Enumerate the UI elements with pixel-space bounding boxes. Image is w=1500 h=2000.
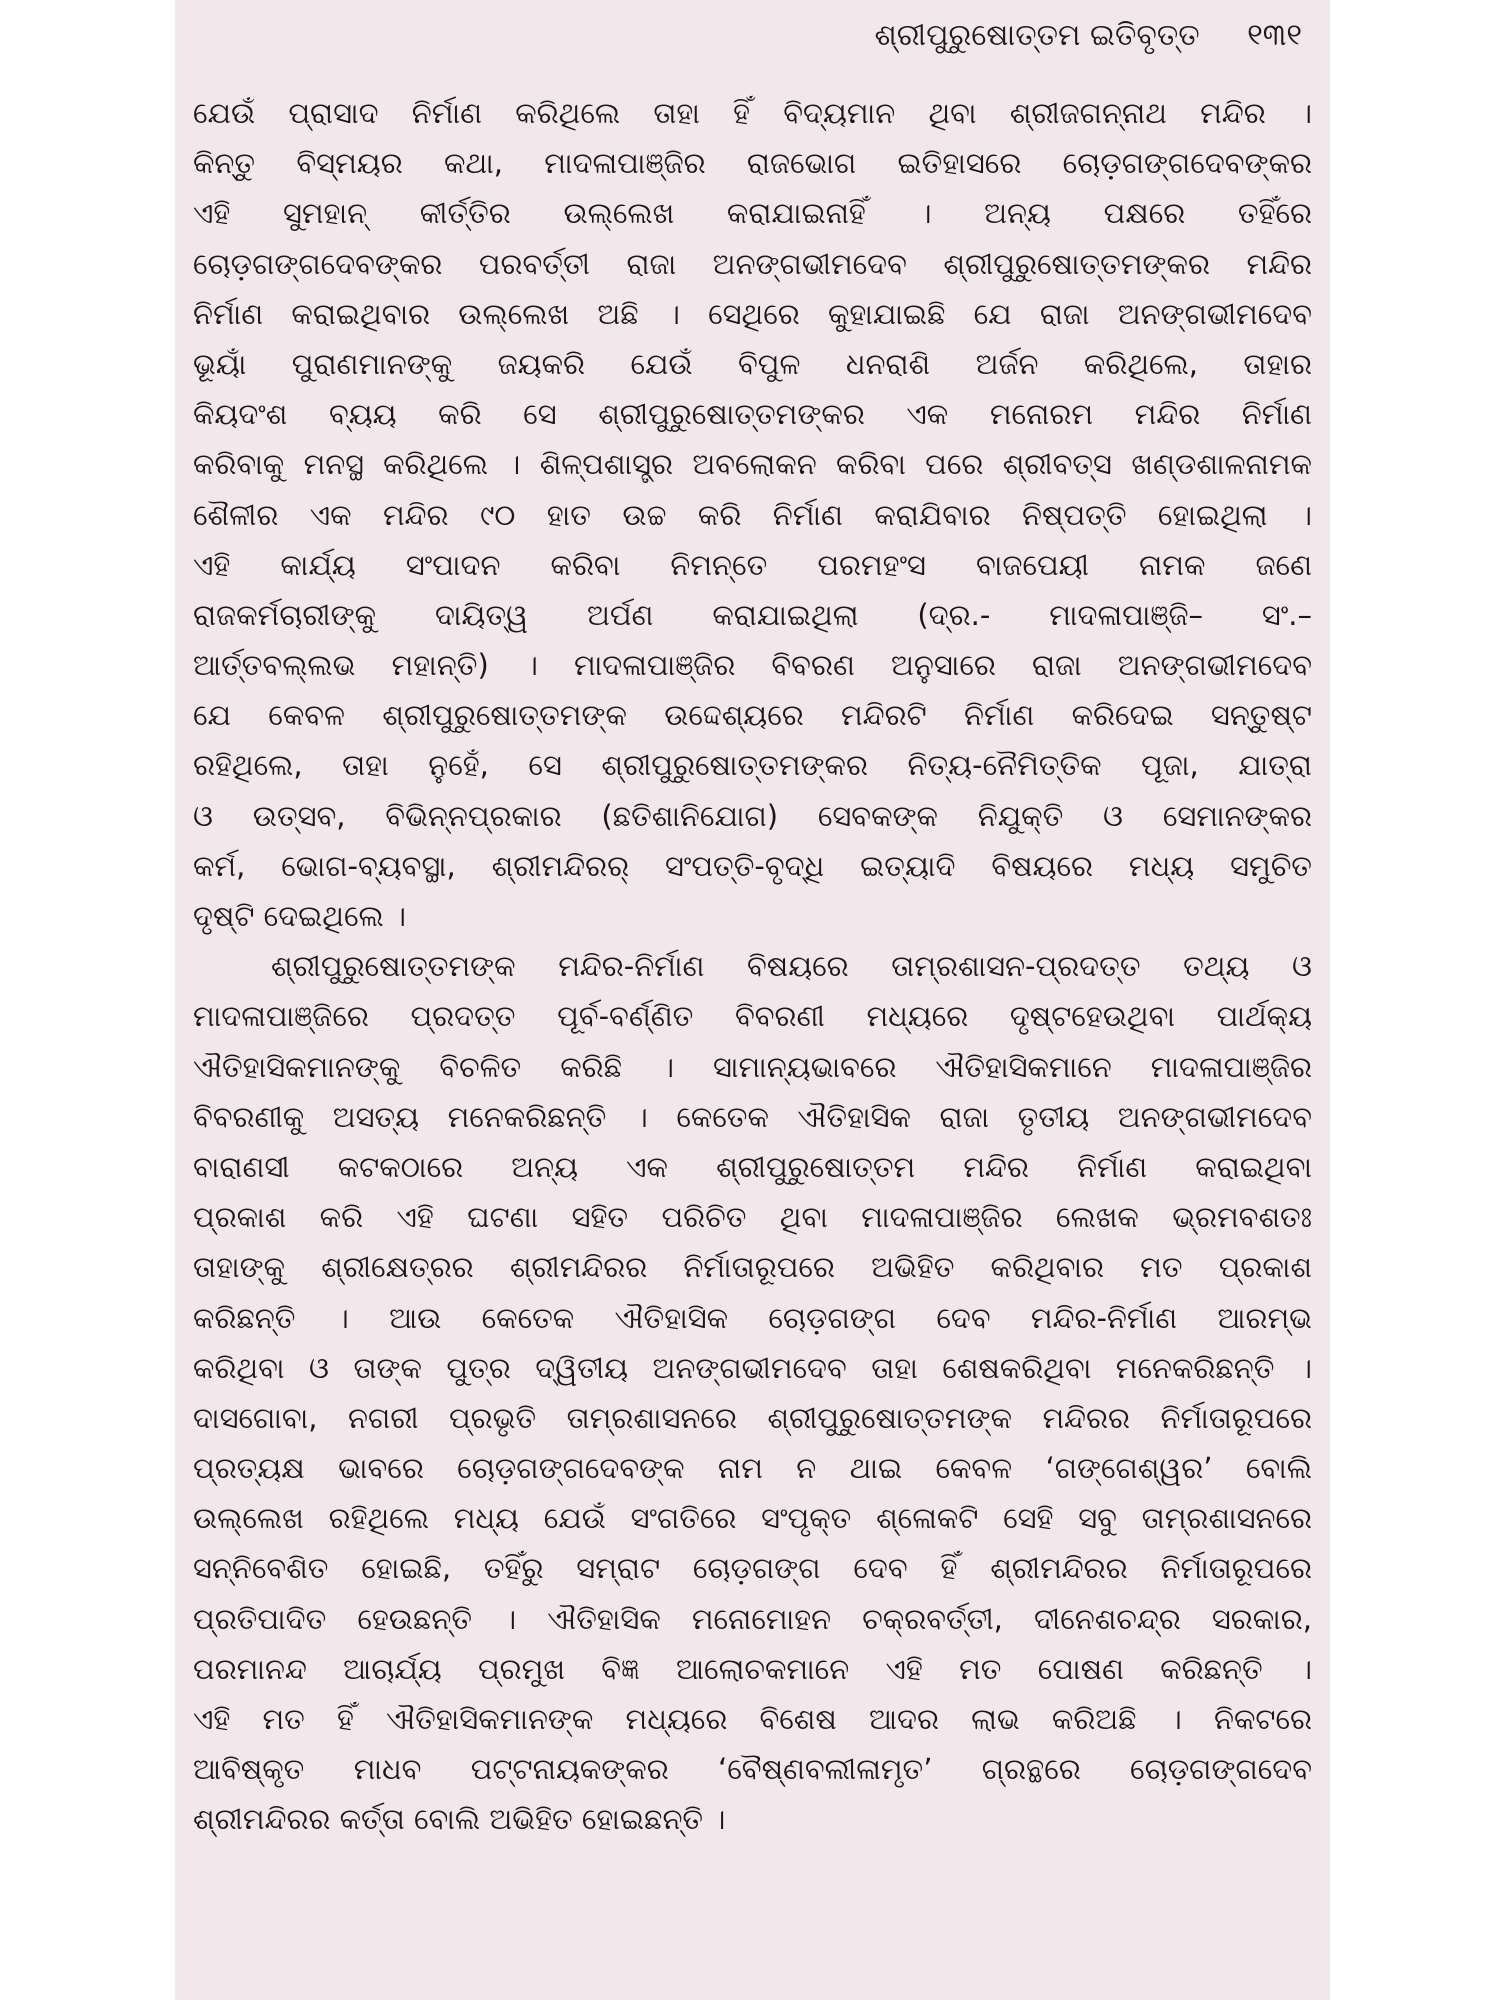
text-line: କରିଛନ୍ତି । ଆଉ କେତେକ ଐତିହାସିକ ଚୋଡ଼ଗଙ୍ଗ ଦେବ ମନ୍ଦିର-ନିର୍ମାଣ ଆରମ୍ଭ <box>193 1300 1312 1335</box>
text-line: ସନ୍ନିବେଶିତ ହୋଇଛି, ତହିଁରୁ ସମ୍ରାଟ ଚୋଡ଼ଗଙ୍ଗ ଦେବ ହିଁ ଶ୍ରୀମନ୍ଦିରର ନିର୍ମାତାରୂପରେ <box>193 1551 1312 1586</box>
text-line: ଉଲ୍ଲେଖ ରହିଥିଲେ ମଧ୍ୟ ଯେଉଁ ସଂଗତିରେ ସଂପୃକ୍ତ ଶ୍ଳୋକଟି ସେହି ସବୁ ତାମ୍ରଶାସନରେ <box>193 1501 1312 1536</box>
text-line: ନିର୍ମାଣ କରାଇଥିବାର ଉଲ୍ଲେଖ ଅଛି । ସେଥିରେ କୁହାଯାଇଛି ଯେ ରାଜା ଅନଙ୍ଗଭୀମଦେବ <box>193 296 1312 331</box>
text-line: କର୍ମ, ଭୋଗ-ବ୍ୟବସ୍ଥା, ଶ୍ରୀମନ୍ଦିରର୍ ସଂପତ୍ତି-ବୃଦ୍ଧି ଇତ୍ୟାଦି ବିଷୟରେ ମଧ୍ୟ ସମୁଚିତ <box>193 848 1312 883</box>
text-line: ଯେ କେବଳ ଶ୍ରୀପୁରୁଷୋତ୍ତମଙ୍କ ଉଦ୍ଦେଶ୍ୟରେ ମନ୍ଦିରଟି ନିର୍ମାଣ କରିଦେଇ ସନ୍ତୁଷ୍ଟ <box>193 698 1312 733</box>
page-number: ୧୩୧ <box>1247 18 1302 53</box>
text-line: ଆବିଷ୍କୃତ ମାଧବ ପଟ୍ଟନାୟକଙ୍କର ‘ବୈଷ୍ଣବଲୀଳାମୃତ’ ଗ୍ରନ୍ଥରେ ଚୋଡ଼ଗଙ୍ଗଦେବ <box>193 1752 1312 1787</box>
text-line: ବାରାଣସୀ କଟକଠାରେ ଅନ୍ୟ ଏକ ଶ୍ରୀପୁରୁଷୋତ୍ତମ ମନ୍ଦିର ନିର୍ମାଣ କରାଇଥିବା <box>193 1149 1312 1184</box>
text-line: ଦୃଷ୍ଟି ଦେଇଥିଲେ । <box>193 899 406 933</box>
text-line: ରହିଥିଲେ, ତାହା ନୁହେଁ, ସେ ଶ୍ରୀପୁରୁଷୋତ୍ତମଙ୍କର ନିତ୍ୟ-ନୈମିତ୍ତିକ ପୂଜା, ଯାତ୍ରା <box>193 748 1312 783</box>
text-line: ଦାସଗୋବା, ନଗରୀ ପ୍ରଭୃତି ତାମ୍ରଶାସନରେ ଶ୍ରୀପୁରୁଷୋତ୍ତମଙ୍କ ମନ୍ଦିରର ନିର୍ମାତାରୂପରେ <box>193 1400 1312 1435</box>
text-line: କରିବାକୁ ମନସ୍ଥ କରିଥିଲେ । ଶିଳ୍ପଶାସ୍ତ୍ର ଅବଲୋକନ କରିବା ପରେ ଶ୍ରୀବତ୍ସ ଖଣ୍ଡଶାଳନାମକ <box>193 447 1312 482</box>
book-page <box>175 0 1330 2000</box>
text-line: ଏହି କାର୍ଯ୍ୟ ସଂପାଦନ କରିବା ନିମନ୍ତେ ପରମହଂସ ବାଜପେୟୀ ନାମକ ଜଣେ <box>193 547 1312 582</box>
running-title: ଶ୍ରୀପୁରୁଷୋତ୍ତମ ଇତିବୃତ୍ତ <box>874 18 1200 53</box>
text-line: ପ୍ରତ୍ୟକ୍ଷ ଭାବରେ ଚୋଡ଼ଗଙ୍ଗଦେବଙ୍କ ନାମ ନ ଥାଇ କେବଳ ‘ଗଙ୍ଗେଶ୍ୱର’ ବୋଲି <box>193 1451 1312 1486</box>
text-line: ରାଜକର୍ମଚାରୀଙ୍କୁ ଦାୟିତ୍ୱ ଅର୍ପଣ କରାଯାଇଥିଲା (ଦ୍ର.- ମାଦଳାପାଞ୍ଜି– ସଂ.– <box>193 597 1312 632</box>
text-line: ଶ୍ରୀମନ୍ଦିରର କର୍ତ୍ତା ବୋଲି ଅଭିହିତ ହୋଇଛନ୍ତି । <box>193 1802 726 1837</box>
text-line: କିନ୍ତୁ ବିସ୍ମୟର କଥା, ମାଦଳାପାଞ୍ଜିର ରାଜଭୋଗ ଇତିହାସରେ ଚୋଡ଼ଗଙ୍ଗଦେବଙ୍କର <box>193 146 1312 181</box>
text-line: କିୟଦଂଶ ବ୍ୟୟ କରି ସେ ଶ୍ରୀପୁରୁଷୋତ୍ତମଙ୍କର ଏକ ମନୋରମ ମନ୍ଦିର ନିର୍ମାଣ <box>193 397 1312 432</box>
text-line: ପ୍ରକାଶ କରି ଏହି ଘଟଣା ସହିତ ପରିଚିତ ଥିବା ମାଦଳାପାଞ୍ଜିର ଲେଖକ ଭ୍ରମବଶତଃ <box>193 1200 1312 1235</box>
text-line: ଓ ଉତ୍ସବ, ବିଭିନ୍ନପ୍ରକାର (ଛତିଶାନିଯୋଗ) ସେବକଙ୍କ ନିଯୁକ୍ତି ଓ ସେମାନଙ୍କର <box>193 798 1312 833</box>
text-line: ଏହି ମତ ହିଁ ଐତିହାସିକମାନଙ୍କ ମଧ୍ୟରେ ବିଶେଷ ଆଦର ଲାଭ କରିଅଛି । ନିକଟରେ <box>193 1702 1312 1736</box>
running-header <box>195 18 1302 66</box>
text-line: ଶ୍ରୀପୁରୁଷୋତ୍ତମଙ୍କ ମନ୍ଦିର-ନିର୍ମାଣ ବିଷୟରେ ତାମ୍ରଶାସନ-ପ୍ରଦତ୍ତ ତଥ୍ୟ ଓ <box>271 949 1312 984</box>
text-line: ମାଦଳାପାଞ୍ଜିରେ ପ୍ରଦତ୍ତ ପୂର୍ବ-ବର୍ଣ୍ଣିତ ବିବରଣୀ ମଧ୍ୟରେ ଦୃଷ୍ଟହେଉଥିବା ପାର୍ଥକ୍ୟ <box>193 999 1312 1034</box>
text-line: ଐତିହାସିକମାନଙ୍କୁ ବିଚଳିତ କରିଛି । ସାମାନ୍ୟଭାବରେ ଐତିହାସିକମାନେ ମାଦଳାପାଞ୍ଜିର <box>193 1049 1312 1084</box>
text-line: ତାହାଙ୍କୁ ଶ୍ରୀକ୍ଷେତ୍ରର ଶ୍ରୀମନ୍ଦିରର ନିର୍ମାତାରୂପରେ ଅଭିହିତ କରିଥିବାର ମତ ପ୍ରକାଶ <box>193 1250 1312 1285</box>
text-line: ପରମାନନ୍ଦ ଆଚାର୍ଯ୍ୟ ପ୍ରମୁଖ ବିଜ୍ଞ ଆଲୋଚକମାନେ ଏହି ମତ ପୋଷଣ କରିଛନ୍ତି । <box>193 1651 1312 1686</box>
text-line: ବିବରଣୀକୁ ଅସତ୍ୟ ମନେକରିଛନ୍ତି । କେତେକ ଐତିହାସିକ ରାଜା ତୃତୀୟ ଅନଙ୍ଗଭୀମଦେବ <box>193 1099 1312 1134</box>
text-line: ଭୂୟାଁ ପୁରାଣମାନଙ୍କୁ ଜୟକରି ଯେଉଁ ବିପୁଳ ଧନରାଶି ଅର୍ଜନ କରିଥିଲେ, ତାହାର <box>193 346 1312 381</box>
text-line: ପ୍ରତିପାଦିତ ହେଉଛନ୍ତି । ଐତିହାସିକ ମନୋମୋହନ ଚକ୍ରବର୍ତ୍ତୀ, ଦୀନେଶଚନ୍ଦ୍ର ସରକାର, <box>193 1601 1312 1636</box>
body-text <box>193 88 1312 1845</box>
text-line: ଚୋଡ଼ଗଙ୍ଗଦେବଙ୍କର ପରବର୍ତ୍ତୀ ରାଜା ଅନଙ୍ଗଭୀମଦେବ ଶ୍ରୀପୁରୁଷୋତ୍ତମଙ୍କର ମନ୍ଦିର <box>193 246 1312 281</box>
text-line: ଯେଉଁ ପ୍ରାସାଦ ନିର୍ମାଣ କରିଥିଲେ ତାହା ହିଁ ବିଦ୍ୟମାନ ଥିବା ଶ୍ରୀଜଗନ୍ନାଥ ମନ୍ଦିର । <box>193 96 1312 130</box>
text-line: ଆର୍ତ୍ତବଲ୍ଲଭ ମହାନ୍ତି) । ମାଦଳାପାଞ୍ଜିର ବିବରଣ ଅନୁସାରେ ରାଜା ଅନଙ୍ଗଭୀମଦେବ <box>193 648 1312 683</box>
text-line: କରିଥିବା ଓ ତାଙ୍କ ପୁତ୍ର ଦ୍ୱିତୀୟ ଅନଙ୍ଗଭୀମଦେବ ତାହା ଶେଷକରିଥିବା ମନେକରିଛନ୍ତି । <box>193 1350 1312 1385</box>
text-line: ଏହି ସୁମହାନ୍ କୀର୍ତ୍ତିର ଉଲ୍ଲେଖ କରାଯାଇନାହିଁ । ଅନ୍ୟ ପକ୍ଷରେ ତହିଁରେ <box>193 196 1312 231</box>
text-line: ଶୈଳୀର ଏକ ମନ୍ଦିର ୯୦ ହାତ ଉଚ୍ଚ କରି ନିର୍ମାଣ କରାଯିବାର ନିଷ୍ପତ୍ତି ହୋଇଥିଲା । <box>193 497 1312 532</box>
